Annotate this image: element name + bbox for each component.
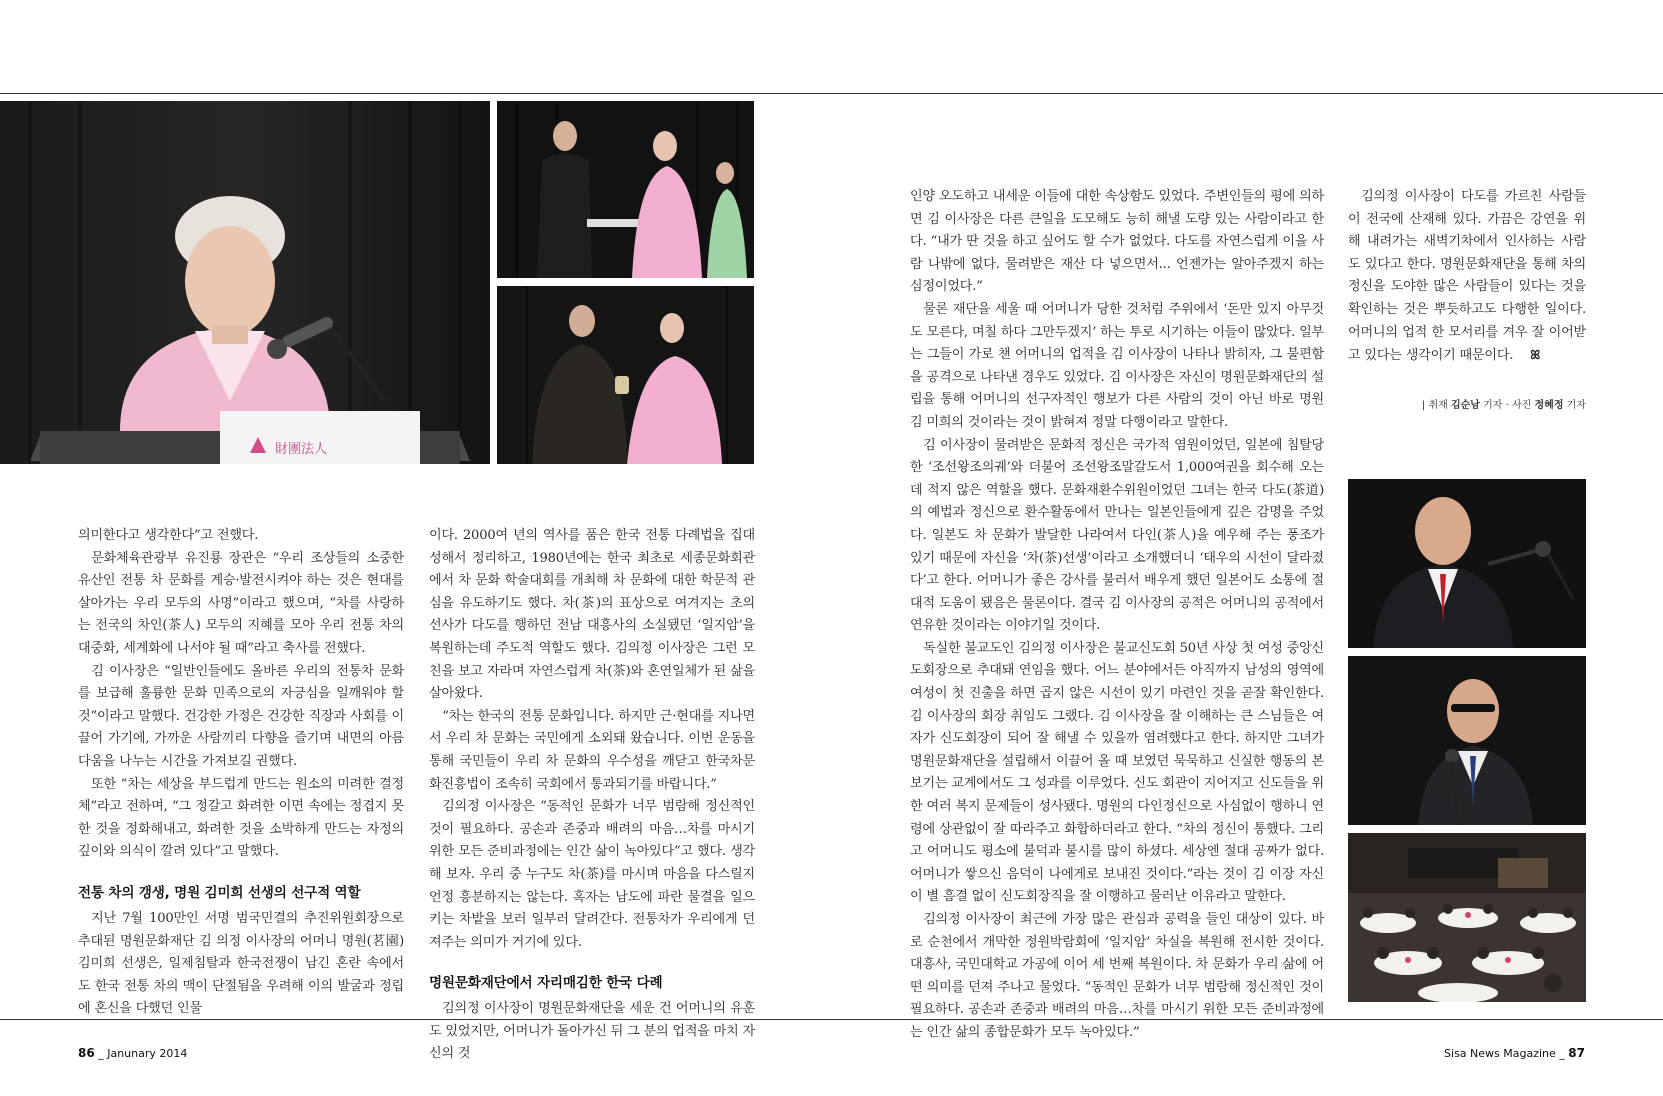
body-paragraph: 지난 7월 100만인 서명 범국민결의 추진위원회장으로 추대된 명원문화재단 김 의정 이사장의 어머니 명원(茗園) 김미희 선생은, 일제침탈과 한국전쟁이 남긴 혼란 속에서도 한국 전통 차의 맥이 단절됨을 우려해 이의 발굴과 정립에 혼신을 다했던 인물 (78, 910, 404, 1017)
byline (1348, 396, 1586, 411)
right-page-number: 87 (1568, 1046, 1585, 1060)
left-page-number: 86 (78, 1046, 95, 1060)
body-paragraph: 김의정 이사장이 명원문화재단을 세운 건 어머니의 유훈도 있었지만, 어머니가 돌아가신 뒤 그 분의 업적을 마치 자신의 것 (429, 1001, 755, 1062)
photo-speaker-at-podium (0, 101, 490, 464)
body-paragraph: 김의정 이사장은 “동적인 문화가 너무 범람해 정신적인 것이 필요하다. 공손과 존중과 배려의 마음…차를 마시기 위한 모든 준비과정에는 인간 삶이 녹아있다”고 했다. 생각해 보자. 우리 중 누구도 차(茶)를 마시며 마음을 다스릴지언정 흥분하지는 않는다. 혹자는 남도에 파란 물결을 일으키는 차밭을 보러 일부러 달려간다. 전통차가 우리에게 던져주는 의미가 거기에 있다. (429, 799, 755, 950)
body-paragraph (1348, 186, 1586, 368)
issue-date: Janunary 2014 (107, 1047, 188, 1060)
byline-photographer: 정혜정 (1534, 400, 1564, 411)
left-column-1 (78, 525, 404, 1021)
photo-certificate-handover (497, 101, 754, 278)
body-paragraph: 의미한다고 생각한다”고 전했다. (78, 528, 259, 543)
byline-prefix: | 취재 (1421, 400, 1448, 411)
end-mark-icon: ꕤ (1530, 348, 1541, 363)
right-column-1 (910, 186, 1324, 1045)
left-folio-sep: _ (98, 1047, 104, 1060)
body-paragraph: 독실한 불교도인 김의정 이사장은 불교신도회 50년 사상 첫 여성 중앙신도회장으로 추대돼 연임을 했다. 어느 분야에서든 아직까지 남성의 영역에 여성이 첫 진출을 하면 곱지 않은 시선이 있기 마련인 것을 곧잘 확인한다. 김 이사장의 회장 취임도 그랬다. 김 이사장을 잘 이해하는 큰 스님들은 여자가 신도회장이 되어 잘 해낼 수 있을까 염려했다고 한다. 하지만 그녀가 명원문화재단을 설립해서 이끌어 올 때 보였던 묵묵하고 신실한 행동의 본보기는 교계에서도 그 성과를 이루었다. 신도 회관이 지어지고 신도들을 위한 여러 복지 문제들이 성사됐다. 명원의 다인정신으로 사심없이 행하니 연령에 상관없이 잘 따라주고 화합하더라고 한다. “차의 정신이 통했다. 그리고 어머니도 평소에 불덕과 불시를 많이 하셨다. 세상엔 절대 공짜가 없다. 어머니가 쌓으신 음덕이 나에게로 보내진 것이다.”라는 것이 김 이장 자신이 별 흠결 없이 신도회장직을 잘 이행하고 물러난 이유라고 말한다. (910, 640, 1324, 905)
section-heading: 전통 차의 갱생, 명원 김미희 선생의 선구적 역할 (78, 884, 361, 901)
body-paragraph: 김 이사장이 물려받은 문화적 정신은 국가적 염원이었던, 일본에 침탈당한 ‘조선왕조의궤’와 더불어 조선왕조말갈도서 1,000여권을 회수해 오는데 적지 않은 역할을 했다. 문화재환수위원이었던 그녀는 한국 다도(茶道)의 예법과 정신으로 환수활동에서 만나는 일본인들에게 깊은 감명을 주었다. 일본도 차 문화가 발달한 나라여서 다인(茶人)을 예우해 주는 풍조가 있기 때문에 자신을 ‘차(茶)선생’이라고 소개했더니 ‘태우의 시선이 달라졌다’고 한다. 어머니가 좋은 강사를 불러서 배우게 했던 일본어도 소통에 절대적 도움이 됐음은 물론이다. 결국 김 이사장의 공적은 어머니의 공적에서 연유한 것이라는 이야기일 것이다. (910, 437, 1324, 634)
photo-banquet-hall (1348, 833, 1586, 1002)
right-folio (1444, 1046, 1585, 1060)
header-rule (0, 93, 1663, 94)
podium-sign-text: 財團法人 (275, 442, 328, 457)
photo-official-speaking (1348, 479, 1586, 648)
body-paragraph: 또한 “차는 세상을 부드럽게 만드는 원소의 미려한 결정체”라고 전하며, “그 정갈고 화려한 이면 속에는 정겹지 못한 것을 정화해내고, 화려한 것을 소박하게 만드는 자정의 깊이와 의식이 깔려 있다”고 말했다. (78, 776, 404, 860)
closing-paragraph-text: 김의정 이사장이 다도를 가르친 사람들이 전국에 산재해 있다. 가끔은 강연을 위해 내려가는 새벽기차에서 인사하는 사람도 있다고 한다. 명원문화재단을 통해 차의 정신을 도야한 많은 사람들이 있다는 것을 확인하는 것은 뿌듯하고도 다행한 일이다. 어머니의 업적 한 모서리를 겨우 잘 이어받고 있다는 생각이기 때문이다. (1348, 189, 1586, 364)
body-paragraph: 인양 오도하고 내세운 이들에 대한 속상함도 있었다. 주변인들의 평에 의하면 김 이사장은 다른 큰일을 도모해도 능히 해낼 도량 있는 사람이라고 한다. “내가 딴 것을 하고 싶어도 할 수가 없었다. 다도를 자연스럽게 이을 사람 나밖에 없다. 물려받은 재산 다 넣으면서... 언젠가는 알아주겠지 하는 심정이었다.” (910, 189, 1324, 295)
right-folio-sep: _ (1559, 1047, 1565, 1060)
byline-suffix: 기자 (1566, 400, 1586, 411)
photo-speaker-glasses (1348, 656, 1586, 825)
left-column-2 (429, 525, 755, 1066)
body-paragraph: “차는 한국의 전통 문화입니다. 하지만 근·현대를 지나면서 우리 차 문화는 국민에게 소외돼 왔습니다. 이번 운동을 통해 국민들이 우리 차 문화의 우수성을 깨닫고 한국차문화진흥법이 조속히 국회에서 통과되기를 바랍니다.” (429, 708, 755, 792)
body-paragraph: 김 이사장은 “일반인들에도 올바른 우리의 전통차 문화를 보급해 훌륭한 문화 민족으로의 자긍심을 일깨워야 할 것”이라고 말했다. 건강한 가정은 건강한 직장과 사회를 이끌어 가기에, 가까운 사람끼리 다향을 즐기며 내면의 아름다움을 나누는 시간을 가져보길 권했다. (78, 663, 404, 769)
byline-mid: 기자 · 사진 (1483, 400, 1532, 411)
byline-reporter: 김순남 (1450, 400, 1480, 411)
section-heading: 명원문화재단에서 자리매김한 한국 다례 (429, 975, 663, 992)
body-paragraph: 이다. 2000여 년의 역사를 품은 한국 전통 다례법을 집대성해서 정리하고, 1980년에는 한국 최초로 세종문화회관에서 차 문화 학술대회를 개최해 차 문화에 대한 학문적 관심을 유도하기도 했다. 차(茶)의 표상으로 여겨지는 초의 선사가 다도를 행하던 전남 대흥사의 소실됐던 ‘일지암’을 복원하는데 주도적 역할도 했다. 김의정 이사장은 그런 모친을 보고 자라며 자연스럽게 차(茶)와 혼연일체가 된 삶을 살아왔다. (429, 528, 755, 702)
photo-gift-exchange (497, 286, 754, 464)
body-paragraph: 김의정 이사장이 최근에 가장 많은 관심과 공력을 들인 대상이 있다. 바로 순천에서 개막한 정원박람회에 ‘일지암’ 차실을 복원해 전시한 것이다. 대흥사, 국민대학교 가공에 이어 세 번째 복원이다. 차 문화가 우리 삶에 어떤 의미를 던져 주나고 물었다. “동적인 문화가 너무 범람해 정신적인 것이 필요하다. 공손과 존중과 배려의 마음…차를 마시기 위한 모든 준비과정에는 인간 삶의 종합문화가 모두 녹아있다.” (910, 912, 1324, 1040)
right-column-2 (1348, 186, 1586, 368)
body-paragraph: 문화체육관광부 유진룡 장관은 “우리 조상들의 소중한 유산인 전통 차 문화를 계승·발전시켜야 하는 것은 현대를 살아가는 우리 모두의 사명”이라고 했으며, “차를 사랑하는 전국의 차인(茶人) 모두의 지혜를 모아 우리 전통 차의 대중화, 세계화에 나서야 될 때”라고 축사를 전했다. (78, 550, 404, 656)
magazine-name: Sisa News Magazine (1444, 1047, 1556, 1060)
body-paragraph: 물론 재단을 세울 때 어머니가 당한 것처럼 주위에서 ‘돈만 있지 아무것도 모른다, 며칠 하다 그만두겠지’ 하는 투로 시기하는 이들이 많았다. 일부는 그들이 가로 챈 어머니의 업적을 김 이사장이 나타나 밝히자, 그 불편함을 공격으로 나타낸 경우도 있었다. 김 이사장은 자신이 명원문화재단의 설립을 통해 어머니의 선구자적인 행보가 다른 사람의 것이 아닌 바로 명원 김 미희의 것이라는 것이 밝혀져 정말 다행이라고 말한다. (910, 301, 1324, 430)
left-folio (78, 1046, 187, 1060)
